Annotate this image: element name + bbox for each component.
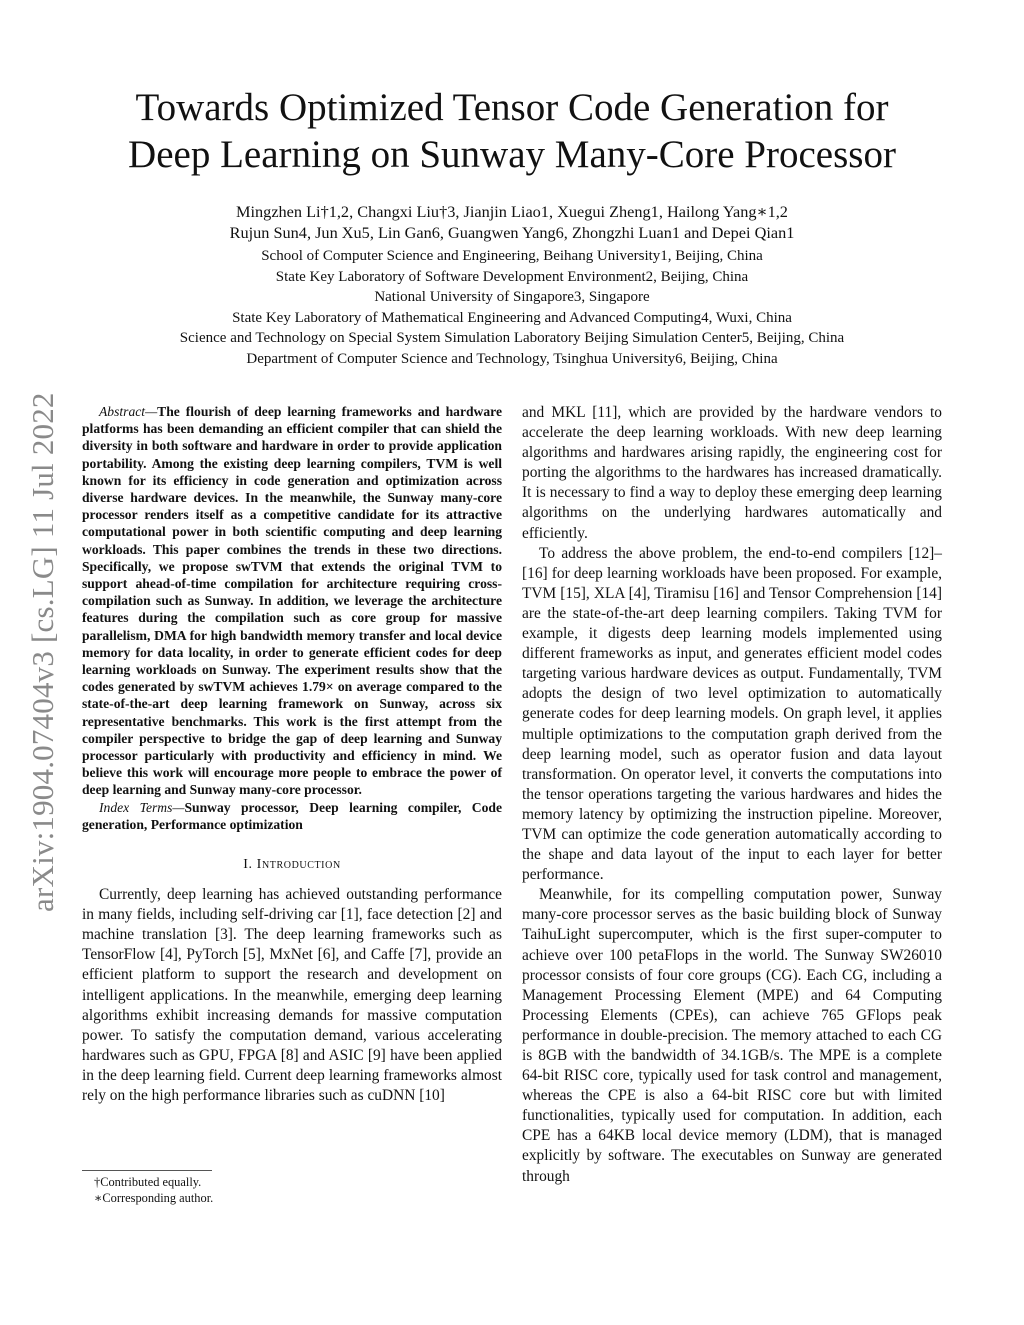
- footnote-contributed: †Contributed equally.: [94, 1175, 202, 1189]
- abstract-label: Abstract—: [99, 404, 158, 419]
- footnote-corresponding: ∗Corresponding author.: [94, 1191, 214, 1205]
- affiliation-4: State Key Laboratory of Mathematical Engineering and Advanced Computing4, Wuxi, China: [232, 309, 792, 326]
- affiliation-5: Science and Technology on Special System Simulation Laboratory Beijing Simulation Center5, Beijing, China: [179, 330, 845, 347]
- right-paragraph-2: To address the above problem, the end-to-end compilers [12]–[16] for deep learning workloads have been proposed. For example, TVM [15], XLA [4], Tiramisu [16] and Tensor Comprehension [14] are the state-of-the-art deep learning compilers. Taking TVM for example, it digests deep learning models implemented using different frameworks as input, and generates efficient model codes targeting various hardware devices as output. Fundamentally, TVM adopts the design of two level optimization to automatically generate codes for deep learning models. On graph level, it applies multiple optimizations to the computation graph derived from the deep learning model, such as operator fusion and data layout transformation. On operator level, it converts the computations into the tensor operations targeting the various hardwares and hides the memory latency by optimizing the instruction pipeline. Moreover, TVM can optimize the code generation automatically according to the shape and data layout of the input to each layer for better performance.: [522, 544, 942, 884]
- intro-paragraph-1: Currently, deep learning has achieved outstanding performance in many fields, including self-driving car [1], face detection [2] and machine translation [3]. The deep learning frameworks such as TensorFlow [4], PyTorch [5], MxNet [6], and Caffe [7], provide an efficient platform to support the research and development on intelligent applications. In the meanwhile, emerging deep learning algorithms exhibit increasing demands for massive computation power. To satisfy the computation demand, various accelerating hardwares such as GPU, FPGA [8] and ASIC [9] have been applied in the deep learning field. Current deep learning frameworks almost rely on the high performance libraries such as cuDNN [10]: [82, 886, 502, 1105]
- right-paragraph-1: and MKL [11], which are provided by the hardware vendors to accelerate the deep learning workloads. With new deep learning algorithms and hardwares arising rapidly, the engineering cost for porting the algorithms to the hardwares has increased dramatically. It is necessary to find a way to deploy these emerging deep learning algorithms on the underlying hardwares automatically and efficiently.: [522, 404, 942, 542]
- footnote-rule: [82, 1170, 212, 1171]
- paper-title: [90, 84, 934, 178]
- left-column: [82, 403, 502, 1106]
- authors-line-1: Mingzhen Li†1,2, Changxi Liu†3, Jianjin Liao1, Xuegui Zheng1, Hailong Yang∗1,2: [236, 202, 788, 221]
- title-line-2: Deep Learning on Sunway Many-Core Processor: [128, 133, 896, 176]
- section-heading-introduction: I. Introduction: [243, 857, 341, 873]
- title-line-1: Towards Optimized Tensor Code Generation for: [135, 86, 889, 129]
- abstract-text: The flourish of deep learning frameworks and hardware platforms has been demanding an efficient compiler that can shield the diversity in both software and hardware in order to provide application portability. Among the existing deep learning compilers, TVM is well known for its efficiency in code generation and optimization across diverse hardware devices. In the meanwhile, the Sunway many-core processor renders itself as a competitive candidate for its attractive computational power in both scientific computing and deep learning workloads. This paper combines the trends in these two directions. Specifically, we propose swTVM that extends the original TVM to support ahead-of-time compilation for architecture requiring cross-compilation such as Sunway. In addition, we leverage the architecture features during the compilation such as core group for massive parallelism, DMA for high bandwidth memory transfer and local device memory for data locality, in order to generate efficient codes for deep learning workloads on Sunway. The experiment results show that the codes generated by swTVM achieves 1.79× on average compared to the state-of-the-art deep learning framework on Sunway, across six representative benchmarks. This work is the first attempt from the compiler perspective to bridge the gap of deep learning and Sunway processor particularly with productivity and efficiency in mind. We believe this work will encourage more people to embrace the power of deep learning and Sunway many-core processor.: [82, 404, 502, 798]
- index-terms-label: Index Terms—: [99, 799, 185, 815]
- footnotes: [82, 1170, 502, 1206]
- right-paragraph-3: Meanwhile, for its compelling computation power, Sunway many-core processor serves as the basic building block of Sunway TaihuLight supercomputer, which is the first super-computer to achieve over 100 petaFlops in the world. The Sunway SW26010 processor consists of four core groups (CG). Each CG, including a Management Processing Element (MPE) and 64 Computing Processing Elements (CPEs), can achieve 765 GFlops peak performance in double-precision. The memory attached to each CG is 8GB with the bandwidth of 34.1GB/s. The MPE is a complete 64-bit RISC core, typically used for task control and management, whereas the CPE is also a 64-bit RISC core but with limited functionalities, typically used for computation. In addition, each CPE has a 64KB local device memory (LDM), that is managed explicitly by software. The executables on Sunway are generated through: [522, 886, 942, 1185]
- affiliation-2: State Key Laboratory of Software Development Environment2, Beijing, China: [275, 268, 749, 285]
- affiliation-1: School of Computer Science and Engineering, Beihang University1, Beijing, China: [261, 248, 763, 264]
- index-terms-text: Sunway processor, Deep learning compiler, Code generation, Performance optimization: [82, 799, 503, 832]
- affiliations: [90, 246, 934, 370]
- author-list: [90, 201, 934, 243]
- affiliation-3: National University of Singapore3, Singapore: [374, 289, 650, 306]
- authors-line-2: Rujun Sun4, Jun Xu5, Lin Gan6, Guangwen Yang6, Zhongzhi Luan1 and Depei Qian1: [229, 223, 795, 242]
- affiliation-6: Department of Computer Science and Technology, Tsinghua University6, Beijing, China: [246, 350, 778, 367]
- arxiv-identifier: arXiv:1904.07404v3 [cs.LG] 11 Jul 2022: [25, 392, 60, 912]
- introduction-body: [82, 885, 502, 1106]
- right-column: [522, 403, 942, 1187]
- abstract: [82, 403, 502, 833]
